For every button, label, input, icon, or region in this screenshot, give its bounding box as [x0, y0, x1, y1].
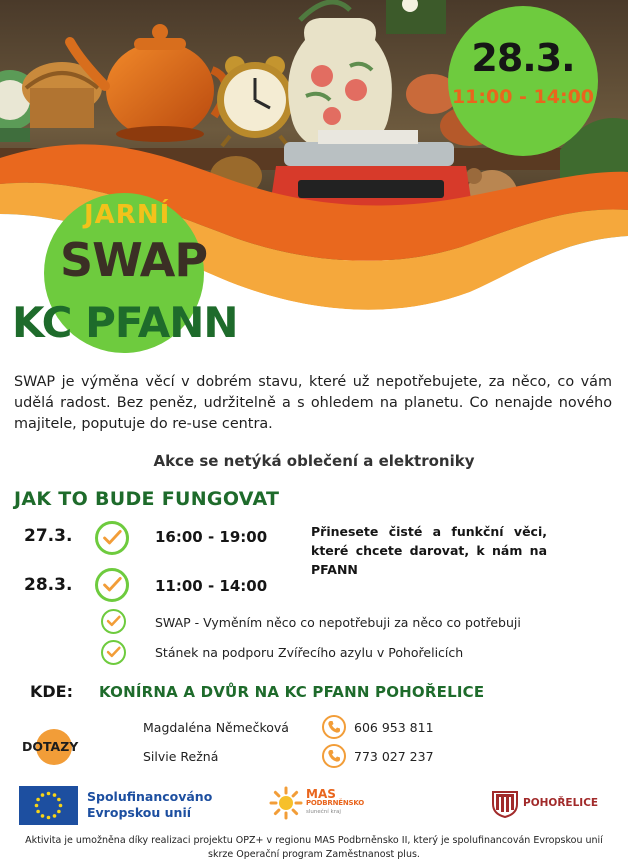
contacts-label: DOTAZY: [22, 739, 79, 754]
mas-logo-name: MAS: [306, 787, 336, 801]
contact-phone[interactable]: 606 953 811: [354, 720, 434, 735]
event-title: SWAP: [60, 233, 208, 287]
town-logo-name: POHOŘELICE: [523, 797, 599, 809]
funding-footnote: Aktivita je umožněna díky realizaci projektu OPZ+ v regionu MAS Podbrněnsko II, který je spolufinancován Evropskou unií skrze Operační program Zaměstnanost plus.: [25, 835, 603, 860]
event-date-badge: [448, 6, 598, 156]
event-date: 28.3.: [471, 36, 575, 80]
intro-paragraph: SWAP je výměna věcí v dobrém stavu, které už nepotřebujete, za něco, co vám udělá radost. Bez peněz, udržitelně a s ohledem na planetu. Co nenajde nového majitele, poputuje do re-use centra.: [14, 374, 612, 432]
check-icon: [95, 568, 129, 602]
venue-title: KC PFANN: [12, 298, 238, 347]
eu-flag-icon: [19, 786, 78, 825]
check-icon: [101, 640, 126, 665]
mas-logo-tagline: sluneční kraj: [306, 809, 341, 815]
location-label: KDE:: [30, 682, 74, 701]
scope-note: Akce se netýká oblečení a elektroniky: [153, 452, 475, 470]
phone-icon: [322, 744, 346, 768]
castle-crest-icon: [491, 788, 519, 818]
season-label: JARNÍ: [84, 200, 171, 230]
day1-time: 16:00 - 19:00: [155, 528, 268, 546]
day1-description: Přinesete čisté a funkční věci, které chcete darovat, k nám na PFANN: [311, 524, 547, 577]
section-heading-howto: JAK TO BUDE FUNGOVAT: [14, 488, 280, 510]
phone-icon: [322, 715, 346, 739]
contact-name: Silvie Režná: [143, 749, 219, 764]
contact-name: Magdaléna Němečková: [143, 720, 289, 735]
hero-banner: [0, 0, 628, 362]
contacts-badge: [22, 729, 79, 765]
list-item: SWAP - Vyměním něco co nepotřebuji za něco co potřebuji: [155, 615, 521, 630]
list-item: Stánek na podporu Zvířecího azylu v Pohořelicích: [155, 645, 464, 660]
day2-time: 11:00 - 14:00: [155, 577, 268, 595]
sun-logo-icon: [269, 786, 303, 820]
day1-date: 27.3.: [24, 526, 73, 546]
day2-date: 28.3.: [24, 575, 73, 595]
check-icon: [101, 609, 126, 634]
location-value: KONÍRNA A DVŮR NA KC PFANN POHOŘELICE: [99, 683, 485, 701]
check-icon: [95, 521, 129, 555]
eu-funding-text: Spolufinancováno Evropskou unií: [87, 789, 213, 820]
mas-logo-region: PODBRNĚNSKO: [306, 799, 365, 807]
event-time: 11:00 - 14:00: [451, 86, 595, 108]
contact-phone[interactable]: 773 027 237: [354, 749, 434, 764]
